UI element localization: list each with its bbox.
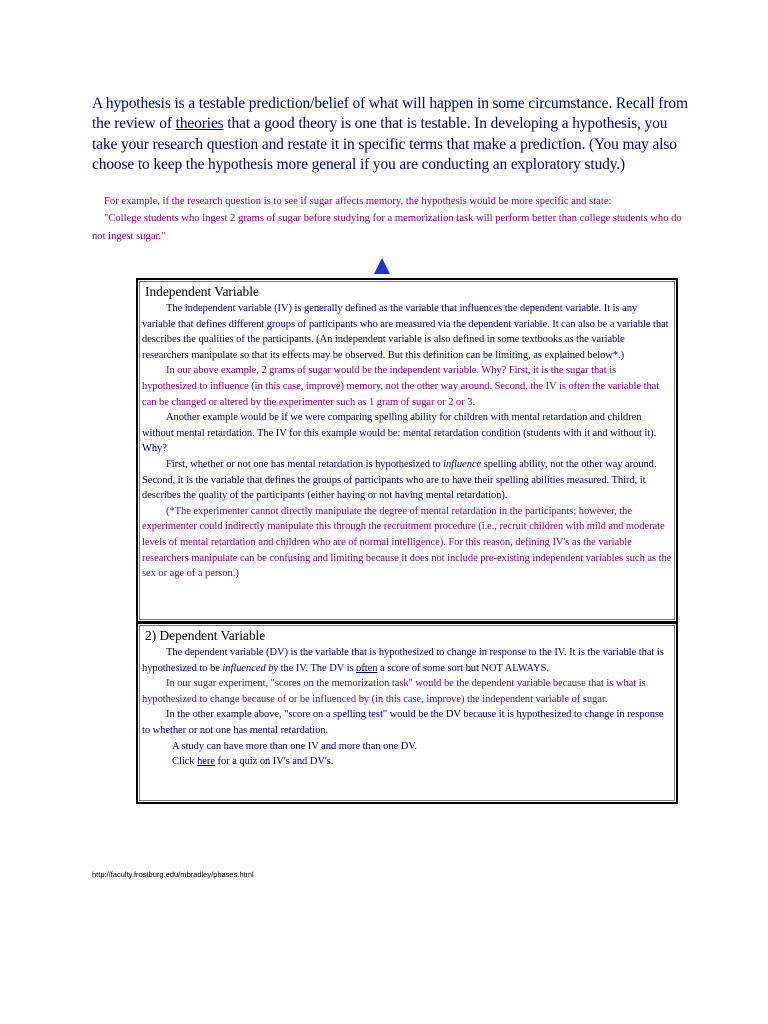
iv-title: Independent Variable	[145, 284, 259, 299]
dv-p1-underline: often	[356, 662, 378, 674]
dependent-variable-box	[136, 623, 678, 804]
example-block	[92, 193, 692, 245]
iv-p4-text-b: spelling ability, not the other way around. Second, it is the variable that defines the groups of participants who are to have their spelling abilities measured. Third, it describes the quality of the participants (either having or not having mental retardation).	[142, 458, 657, 502]
iv-paragraph-5: (*The experimenter cannot directly manipulate the degree of mental retardation in the participants; however, the experimenter could indirectly manipulate this through the recruitment procedure (i.e., recruit children with mild and moderate levels of mental retardation and children who are of normal intelligence). For this reason, defining IV's as the variable researchers manipulate can be confusing and limiting because it does not include pre-existing independent variables such as the sex or age of a person.)	[142, 505, 672, 580]
dv-paragraph-2: In our sugar experiment, "scores on the memorization task" would be the dependent variable because that is what is hypothesized to change because of or be influenced by (in this case, improve) the independent variable of sugar.	[142, 678, 646, 705]
example-line-1: For example, if the research question is to see if sugar affects memory, the hypothesis would be more specific and state:	[104, 196, 612, 207]
dv-p1-emphasis: influenced by	[222, 662, 279, 674]
iv-p4-text-a: First, whether or not one has mental retardation is hypothesized to	[166, 458, 444, 470]
up-arrow-icon	[374, 258, 390, 274]
dv-inner	[139, 625, 675, 801]
iv-paragraph-1: The independent variable (IV) is generally defined as the variable that influences the dependent variable. It is any variable that defines different groups of participants who are measured via the dependent variable. It can also be a variable that describes the qualities of the participants. (An independent variable is also defined in some textbooks as the variable researchers manipulate so that its effects may be observed. But this definition can be limiting, as explained below*.)	[142, 303, 669, 361]
quiz-here-link[interactable]: here	[197, 756, 215, 768]
dv-paragraph-3: In the other example above, "score on a spelling test" would be the DV because it is hypothesized to change in response to whether or not one has mental retardation.	[142, 709, 664, 736]
dv-p5-text-b: for a quiz on IV's and DV's.	[214, 756, 334, 768]
iv-p4-emphasis: influence	[443, 458, 482, 470]
dv-paragraph-4: A study can have more than one IV and more than one DV.	[172, 740, 418, 752]
dv-paragraph-1	[142, 645, 673, 676]
independent-variable-box	[136, 278, 678, 623]
iv-paragraph-2: In our above example, 2 grams of sugar would be the independent variable. Why? First, it is the sugar that is hypothesized to influence (in this case, improve) memory, not the other way around. Second, the IV is often the variable that can be changed or altered by the experimenter such as 1 gram of sugar or 2 or 3.	[142, 365, 660, 408]
footer-url: http://faculty.frostburg.edu/mbradley/phases.html	[92, 870, 254, 879]
theories-link[interactable]: theories	[175, 115, 224, 133]
dv-p1-text-c: a score of some sort but NOT ALWAYS.	[377, 662, 549, 674]
dv-p5-text-a: Click	[172, 756, 198, 768]
intro-text-2: that a good theory is one that is testable. In developing a hypothesis, you take your research question and restate it in specific terms that make a prediction. (You may also choose to keep the hypothesis more general if you are conducting an exploratory study.)	[92, 115, 677, 174]
dv-p1-text-b: the IV. The DV is	[278, 662, 357, 674]
iv-paragraph-3: Another example would be if we were comparing spelling ability for children with mental retardation and children without mental retardation. The IV for this example would be: mental retardation condition (students with it and without it). Why?	[142, 412, 657, 455]
dv-title: 2) Dependent Variable	[145, 628, 266, 643]
intro-paragraph	[92, 94, 692, 176]
iv-paragraph-4	[142, 457, 673, 504]
dv-paragraph-5	[142, 754, 673, 770]
dv-p1-text-a: The dependent variable (DV) is the variable that is hypothesized to change in response to the IV. It is the variable that is hypothesized to be	[142, 647, 664, 674]
example-hypothesis: "College students who ingest 2 grams of sugar before studying for a memorization task will perform better than college students who do not ingest sugar."	[92, 213, 682, 242]
iv-inner	[139, 281, 675, 620]
intro-text-1: A hypothesis is a testable prediction/belief of what will happen in some circumstance. Recall from the review of	[92, 95, 688, 133]
